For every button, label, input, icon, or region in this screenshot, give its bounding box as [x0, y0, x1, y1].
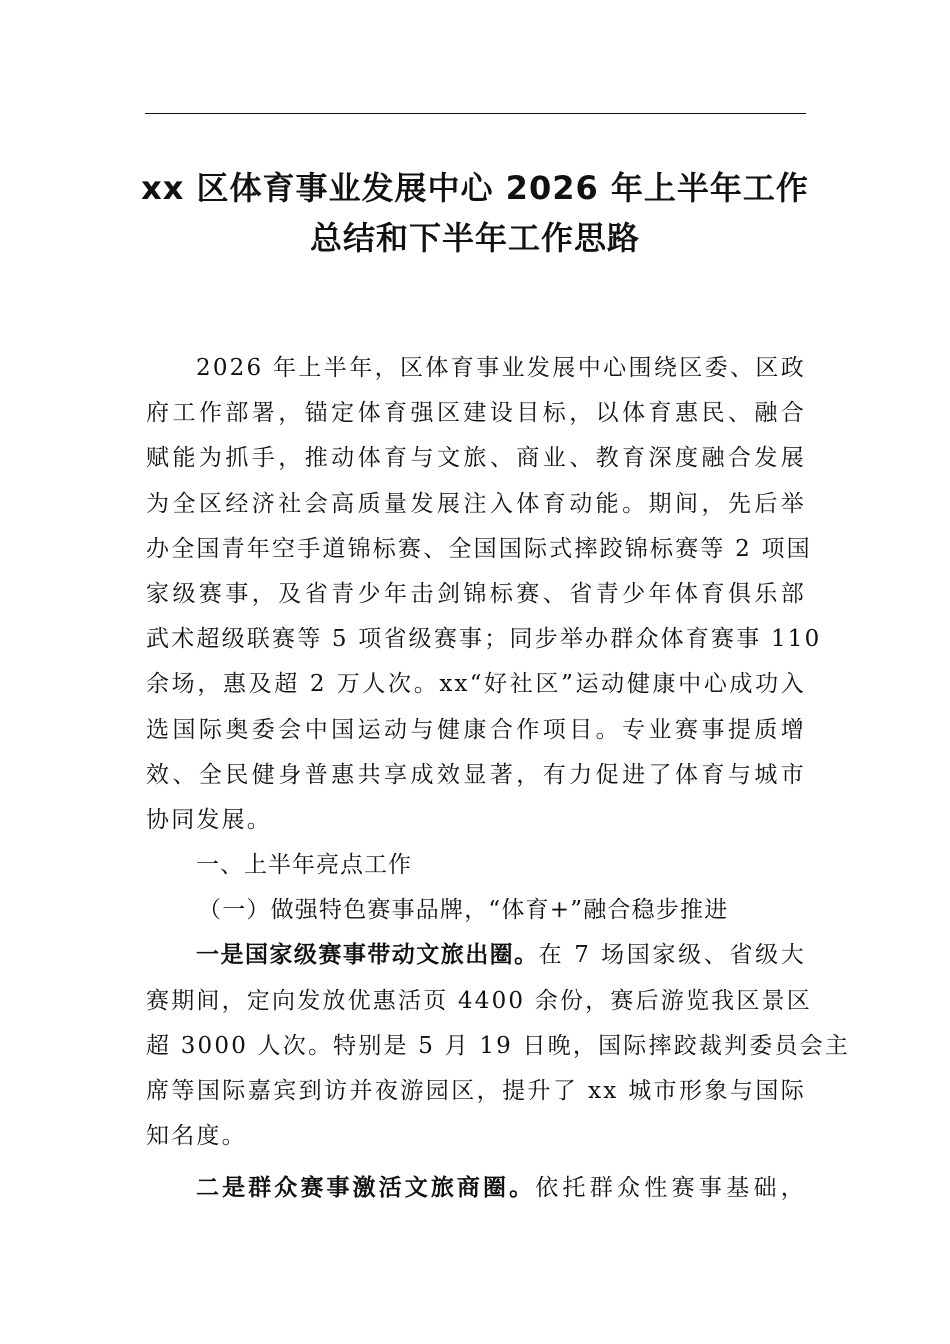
section-heading: 一、上半年亮点工作 [196, 852, 412, 879]
intro-line: 为全区经济社会高质量发展注入体育动能。期间，先后举 [146, 490, 806, 517]
title-line-1: xx 区体育事业发展中心 2026 年上半年工作 [141, 169, 809, 207]
paragraph-1-lead: 一是国家级赛事带动文旅出圈。 [196, 942, 539, 969]
paragraph-1-line: 超 3000 人次。特别是 5 月 19 日晚，国际摔跤裁判委员会主 [146, 1032, 851, 1059]
paragraph-2-text: 依托群众性赛事基础， [535, 1175, 807, 1202]
title-line-2: 总结和下半年工作思路 [309, 219, 640, 257]
intro-line: 府工作部署，锚定体育强区建设目标，以体育惠民、融合 [146, 400, 806, 427]
intro-line: 选国际奥委会中国运动与健康合作项目。专业赛事提质增 [146, 716, 806, 743]
intro-line: 协同发展。 [146, 806, 272, 833]
paragraph-1-line [146, 933, 806, 978]
intro-line: 余场，惠及超 2 万人次。xx“好社区”运动健康中心成功入 [146, 671, 806, 698]
paragraph-2-lead: 二是群众赛事激活文旅商圈。 [196, 1175, 536, 1202]
intro-line: 家级赛事，及省青少年击剑锦标赛、省青少年体育俱乐部 [146, 580, 806, 607]
paragraph-1-line: 知名度。 [146, 1123, 247, 1150]
paragraph-1-line: 赛期间，定向发放优惠活页 4400 余份，赛后游览我区景区 [146, 987, 812, 1014]
intro-line: 2026 年上半年，区体育事业发展中心围绕区委、区政 [196, 355, 806, 381]
document-body [146, 346, 851, 1212]
intro-line: 办全国青年空手道锦标赛、全国国际式摔跤锦标赛等 2 项国 [146, 535, 812, 562]
header-rule [145, 113, 806, 114]
document-title [120, 163, 830, 263]
intro-line: 武术超级联赛等 5 项省级赛事；同步举办群众体育赛事 110 [146, 626, 822, 653]
paragraph-1-text: 在 7 场国家级、省级大 [538, 942, 807, 969]
paragraph-2-line [146, 1166, 806, 1211]
intro-line: 赋能为抓手，推动体育与文旅、商业、教育深度融合发展 [146, 445, 806, 472]
intro-line: 效、全民健身普惠共享成效显著，有力促进了体育与城市 [146, 761, 806, 788]
paragraph-1-line: 席等国际嘉宾到访并夜游园区，提升了 xx 城市形象与国际 [146, 1078, 806, 1104]
subsection-heading: （一）做强特色赛事品牌，“体育+”融合稳步推进 [198, 897, 729, 924]
